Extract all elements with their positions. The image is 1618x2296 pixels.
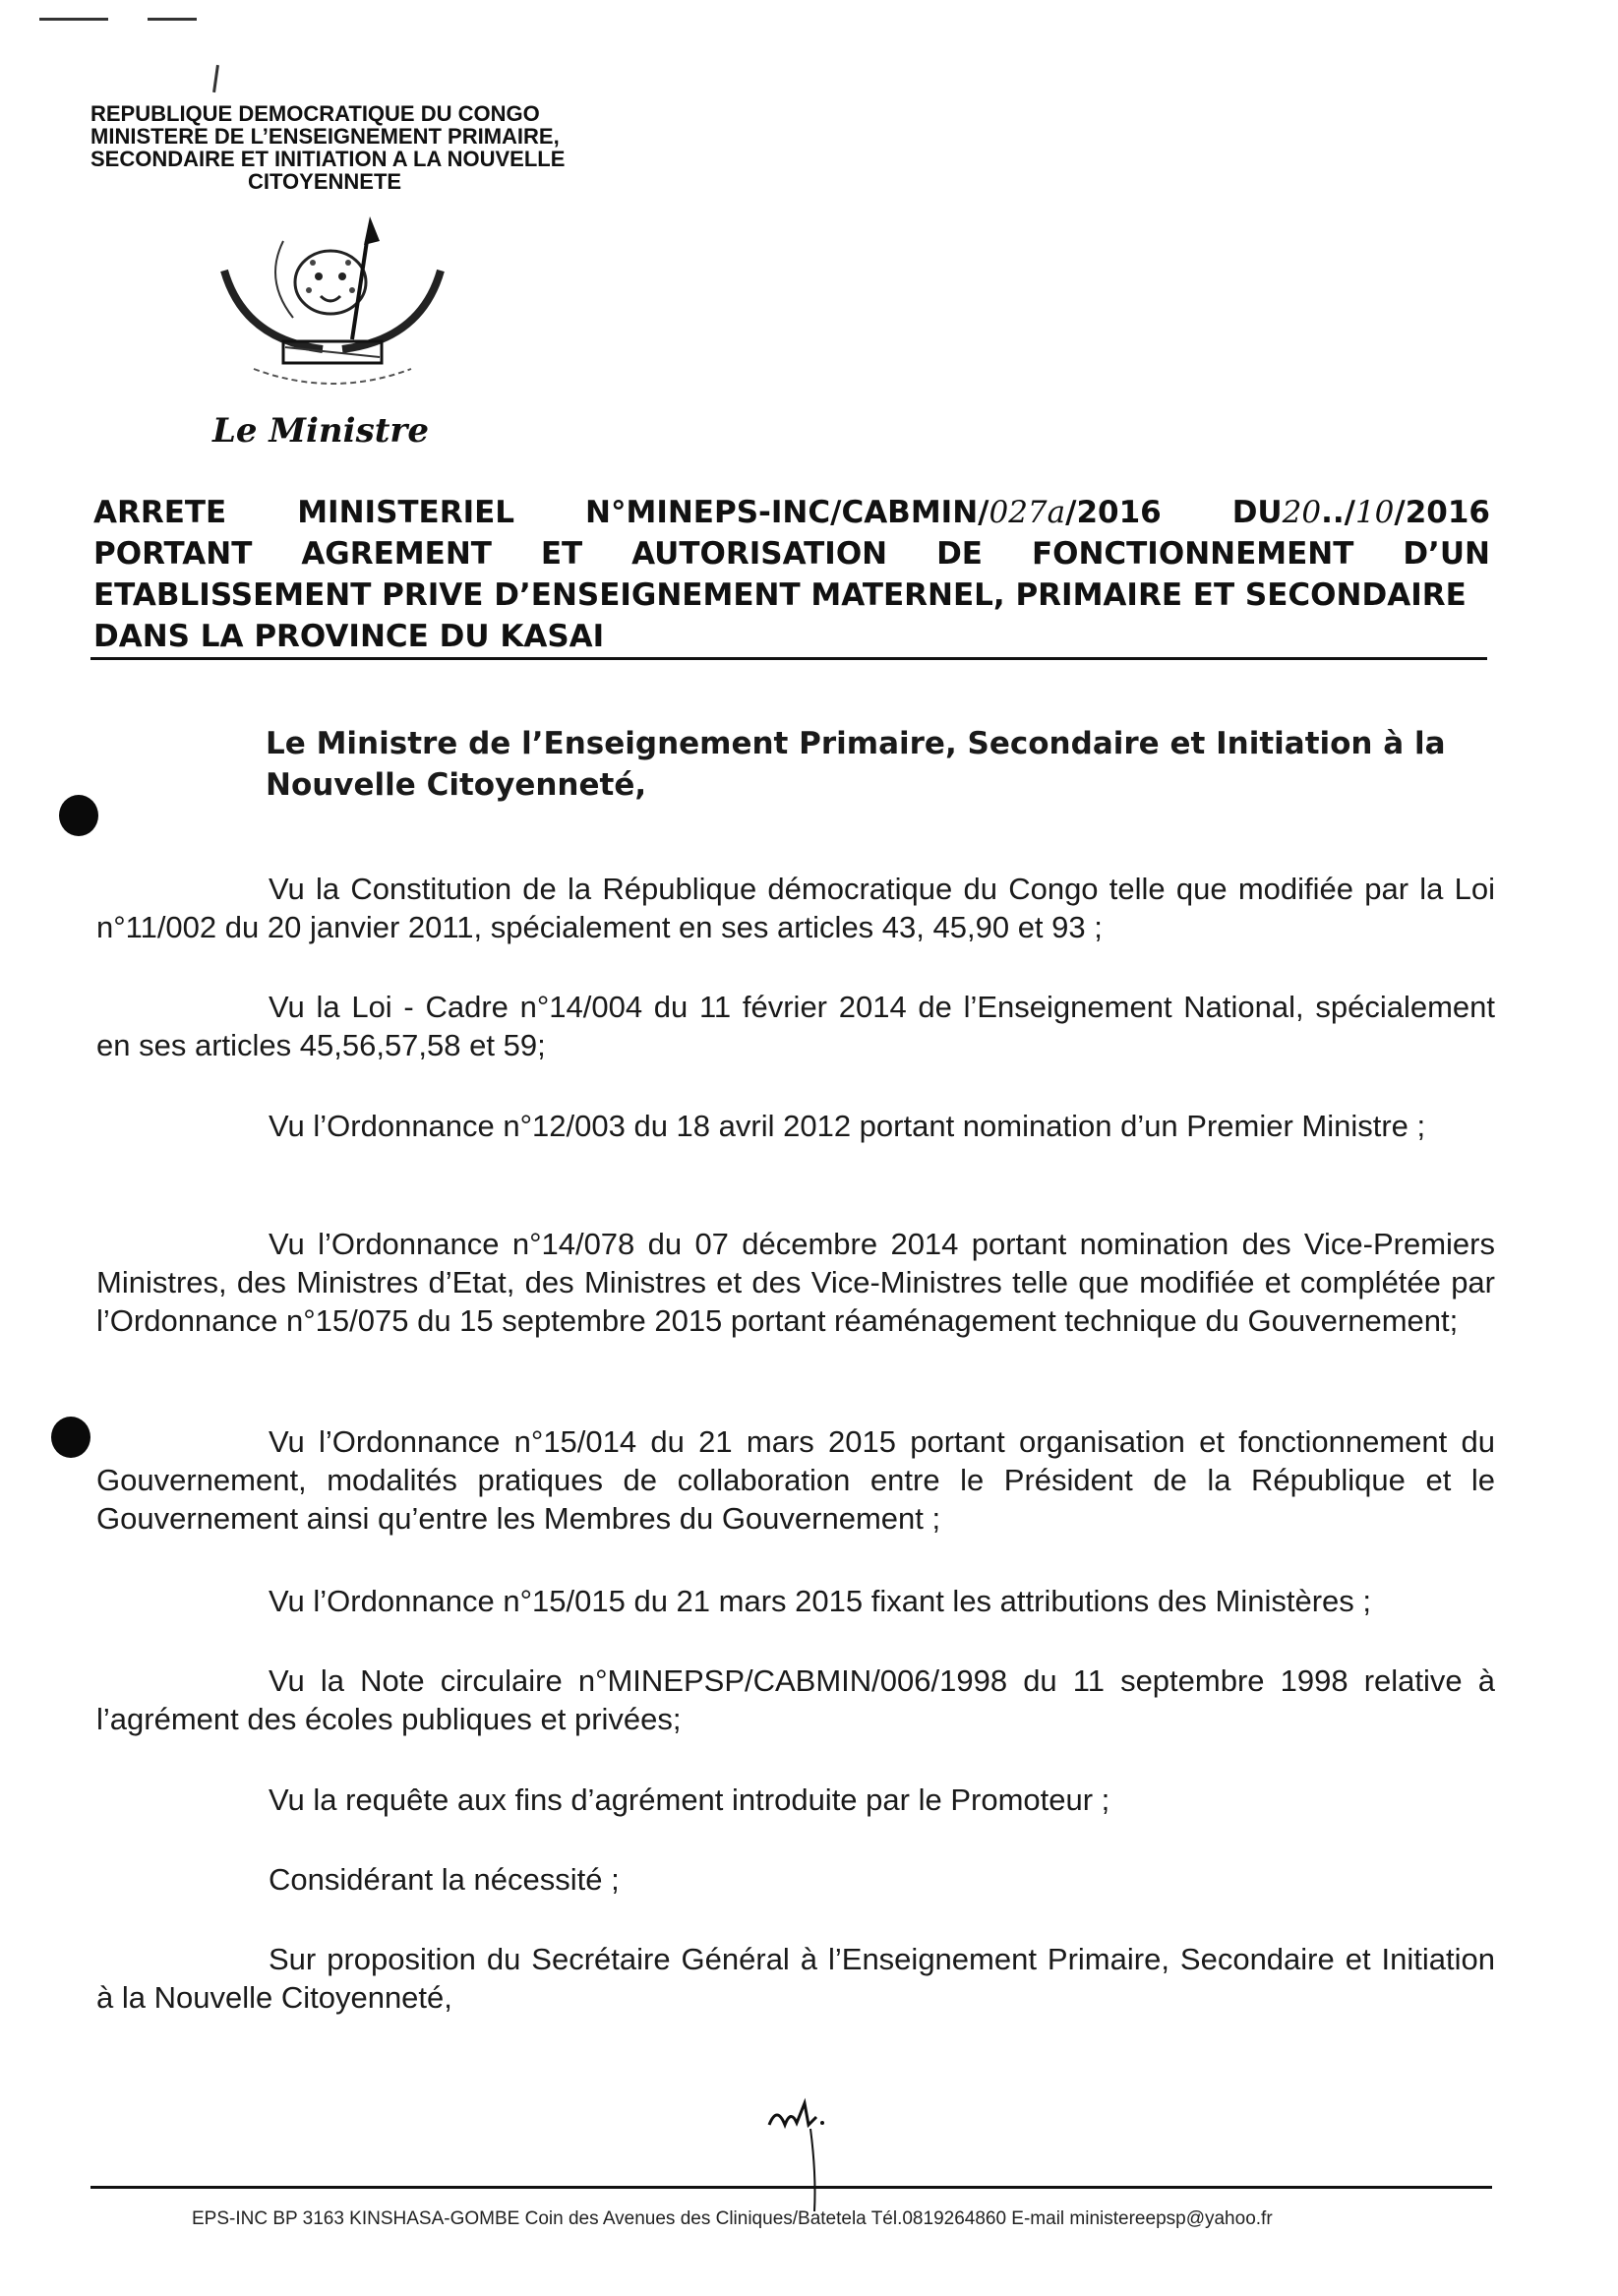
recital-paragraph: Vu la Note circulaire n°MINEPSP/CABMIN/006/1998 du 11 septembre 1998 relative à l’agrément des écoles publiques et privées;	[96, 1663, 1495, 1736]
decree-date	[1232, 492, 1490, 533]
letterhead-ministry-line3: CITOYENNETE	[248, 169, 402, 194]
coat-of-arms-emblem	[214, 211, 450, 398]
recital-paragraph: Vu la requête aux fins d’agrément introduite par le Promoteur ;	[269, 1782, 1110, 1817]
decree-number	[585, 492, 1162, 533]
recital-paragraph: Sur proposition du Secrétaire Général à l’Enseignement Primaire, Secondaire et Initiation à la Nouvelle Citoyenneté,	[96, 1942, 1495, 2015]
date-separator: ../	[1321, 495, 1355, 530]
punch-hole	[51, 1417, 90, 1458]
title-word: D’UN	[1403, 536, 1490, 572]
decree-year: /2016	[1065, 495, 1162, 530]
title-word: AGREMENT	[301, 536, 492, 572]
title-word: FONCTIONNEMENT	[1031, 536, 1354, 572]
handwritten-day: 20	[1282, 495, 1322, 530]
title-underline	[90, 657, 1487, 660]
date-year: /2016	[1394, 495, 1490, 530]
decree-title	[93, 492, 1490, 657]
punch-hole	[59, 795, 98, 836]
recital-paragraph: Vu la Loi - Cadre n°14/004 du 11 février 2014 de l’Enseignement National, spécialement en ses articles 45,56,57,58 et 59;	[96, 990, 1495, 1062]
footer-rule	[90, 2186, 1492, 2189]
recital-paragraph: Vu l’Ordonnance n°15/014 du 21 mars 2015 portant organisation et fonctionnement du Gouvernement, modalités pratiques de collaboration entre le Président de la République et le Gouvernement ainsi qu’entre les Membres du Gouvernement ;	[96, 1424, 1495, 1536]
scan-mark	[39, 18, 108, 21]
minister-address: Le Ministre de l’Enseignement Primaire, Secondaire et Initiation à la Nouvelle Citoyenneté,	[266, 726, 1446, 803]
title-word: DE	[936, 536, 983, 572]
title-line-1	[93, 492, 1490, 533]
letterhead-country: REPUBLIQUE DEMOCRATIQUE DU CONGO	[90, 101, 540, 126]
handwritten-month: 10	[1354, 495, 1395, 530]
letterhead	[90, 102, 700, 193]
pen-tick	[212, 65, 219, 92]
title-line-2	[93, 533, 1490, 574]
title-word: ET	[540, 536, 583, 572]
recital-paragraph: Vu l’Ordonnance n°14/078 du 07 décembre 2014 portant nomination des Vice-Premiers Ministres, des Ministres d’Etat, des Ministres et des Vice-Ministres telle que modifiée et complétée par l’Ordonnance n°15/075 du 15 septembre 2015 portant réaménagement technique du Gouvernement;	[96, 1227, 1495, 1338]
initials-signature	[757, 2095, 866, 2213]
minister-label: Le Ministre	[212, 411, 429, 451]
title-word: AUTORISATION	[631, 536, 888, 572]
recital-paragraph: Considérant la nécessité ;	[269, 1862, 620, 1897]
recital-paragraph: Vu l’Ordonnance n°12/003 du 18 avril 2012 portant nomination d’un Premier Ministre ;	[269, 1109, 1426, 1143]
decree-number-prefix: N°MINEPS-INC/CABMIN/	[585, 495, 989, 530]
title-line-3: ETABLISSEMENT PRIVE D’ENSEIGNEMENT MATERNEL, PRIMAIRE ET SECONDAIRE	[93, 577, 1467, 613]
letterhead-ministry-line1: MINISTERE DE L’ENSEIGNEMENT PRIMAIRE,	[90, 124, 560, 149]
date-prefix: DU	[1231, 495, 1283, 530]
title-line-4: DANS LA PROVINCE DU KASAI	[93, 619, 605, 654]
footer-contact: EPS-INC BP 3163 KINSHASA-GOMBE Coin des Avenues des Cliniques/Batetela Tél.0819264860 E-mail ministereepsp@yahoo.fr	[192, 2208, 1273, 2229]
title-word: PORTANT	[93, 536, 253, 572]
title-word: ARRETE	[93, 495, 227, 530]
title-word: MINISTERIEL	[297, 495, 515, 530]
scan-mark	[148, 18, 197, 21]
letterhead-ministry-line2: SECONDAIRE ET INITIATION A LA NOUVELLE	[90, 147, 566, 171]
recital-paragraph: Vu l’Ordonnance n°15/015 du 21 mars 2015 fixant les attributions des Ministères ;	[269, 1584, 1371, 1618]
handwritten-number: 027a	[989, 495, 1066, 530]
recital-paragraph: Vu la Constitution de la République démocratique du Congo telle que modifiée par la Loi n°11/002 du 20 janvier 2011, spécialement en ses articles 43, 45,90 et 93 ;	[96, 872, 1495, 944]
